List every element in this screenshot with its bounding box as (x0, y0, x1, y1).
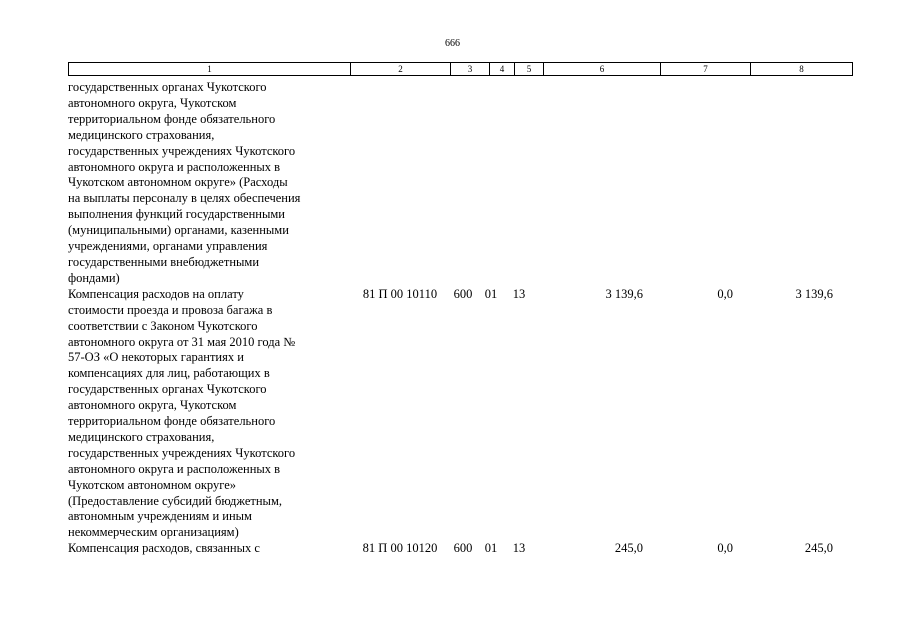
row-description: Компенсация расходов, связанных с (68, 541, 260, 556)
page-number: 666 (445, 38, 460, 49)
row-value-col6: 245,0 (614, 541, 643, 556)
table-body (68, 80, 858, 557)
row-target-code (351, 80, 449, 287)
row-expense-type: 600 (453, 286, 473, 301)
row-value-col8: 245,0 (804, 541, 833, 556)
row-value-col6 (533, 80, 643, 287)
row-expense-type (449, 80, 477, 287)
row-target-code: 81 П 00 10120 (362, 541, 438, 556)
row-value-col7: 0,0 (717, 286, 733, 301)
table-row (68, 541, 858, 557)
table-row (68, 287, 858, 542)
header-col-7: 7 (661, 63, 751, 75)
header-col-6: 6 (544, 63, 661, 75)
row-value-col7: 0,0 (717, 541, 733, 556)
header-col-3: 3 (451, 63, 490, 75)
row-value-col8 (733, 80, 833, 287)
row-section: 01 (484, 286, 498, 301)
row-section: 01 (484, 541, 498, 556)
row-expense-type: 600 (453, 541, 473, 556)
row-value-col6: 3 139,6 (605, 286, 643, 301)
row-section (477, 80, 505, 287)
row-value-col8: 3 139,6 (795, 286, 833, 301)
header-col-4: 4 (490, 63, 515, 75)
row-subsection (505, 80, 533, 287)
header-col-5: 5 (515, 63, 544, 75)
table-header-row (68, 62, 853, 76)
header-col-2: 2 (351, 63, 451, 75)
header-col-8: 8 (799, 64, 804, 74)
row-description: Компенсация расходов на оплату стоимости проезда и провоза багажа в соответствии с Законом Чукотского автономного округа от 31 мая 2010 года № 57-ОЗ «О некоторых гарантиях и компенсациях для лиц, работающих в государственных органах Чукотского автономного округа, Чукотском территориальном фонде обязательного медицинского страхования, государственных учреждениях Чукотского автономного округа и расположенных в Чукотском автономном округе» (Предоставление субсидий бюджетным, автономным учреждениям и иным некоммерческим организациям) (68, 286, 296, 540)
header-col-1: 1 (69, 63, 351, 75)
row-subsection: 13 (512, 541, 526, 556)
row-subsection: 13 (512, 286, 526, 301)
table-row (68, 80, 858, 287)
row-value-col7 (643, 80, 733, 287)
row-target-code: 81 П 00 10110 (362, 286, 438, 301)
row-description: государственных органах Чукотского автономного округа, Чукотском территориальном фонде обязательного медицинского страхования, государственных учреждениях Чукотского автономного округа и расположенных в Чукотском автономном округе» (Расходы на выплаты персоналу в целях обеспечения выполнения функций государственными (муниципальными) органами, казенными учреждениями, органами управления государственными внебюджетными фондами) (68, 80, 301, 285)
